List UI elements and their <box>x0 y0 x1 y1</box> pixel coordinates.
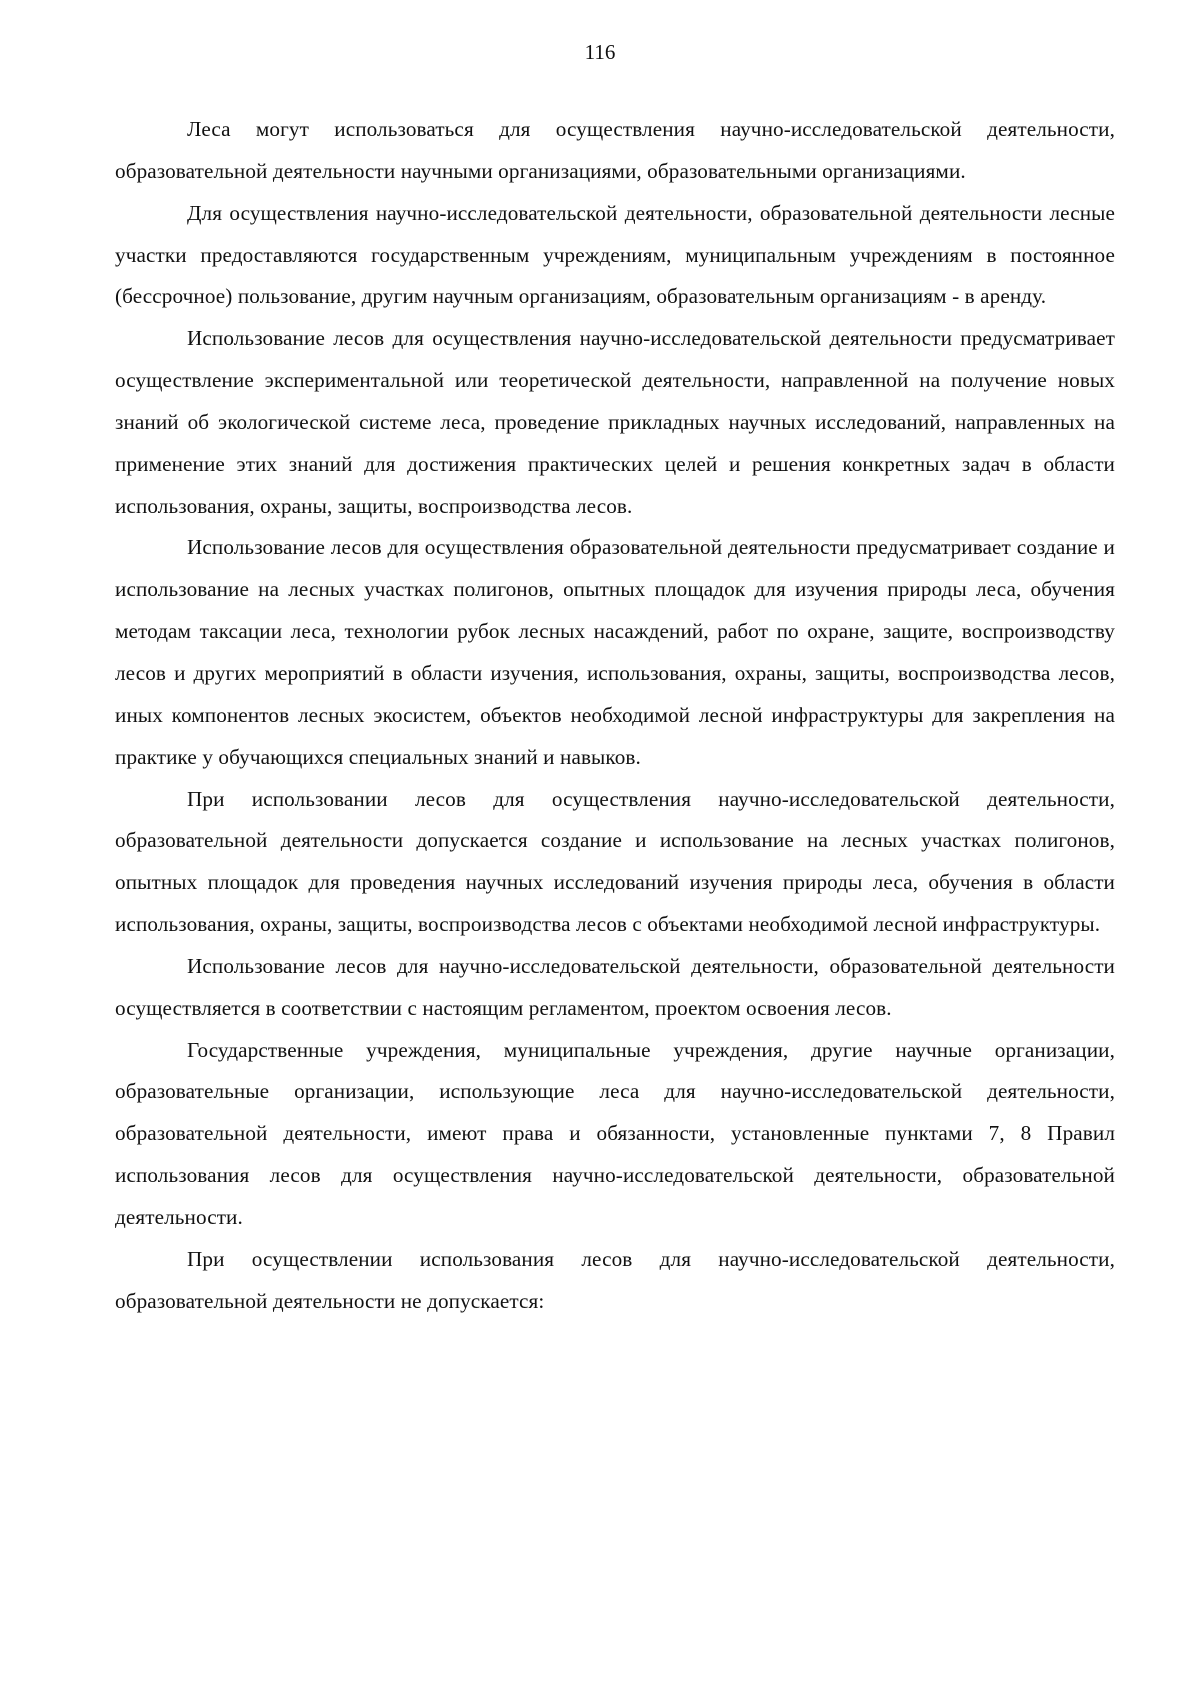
paragraph: Государственные учреждения, муниципальные учреждения, другие научные организации, образовательные организации, использующие леса для научно-исследовательской деятельности, образовательной деятельности, имеют права и обязанности, установленные пунктами 7, 8 Правил использования лесов для осуществления научно-исследовательской деятельности, образовательной деятельности. <box>115 1037 1115 1229</box>
paragraph: Использование лесов для осуществления образовательной деятельности предусматривает создание и использование на лесных участках полигонов, опытных площадок для изучения природы леса, обучения методам таксации леса, технологии рубок лесных насаждений, работ по охране, защите, воспроизводству лесов и других мероприятий в области изучения, использования, охраны, защиты, воспроизводства лесов, иных компонентов лесных экосистем, объектов необходимой лесной инфраструктуры для закрепления на практике у обучающихся специальных знаний и навыков. <box>115 535 1115 769</box>
paragraph: Для осуществления научно-исследовательской деятельности, образовательной деятельности лесные участки предоставляются государственным учреждениям, муниципальным учреждениям в постоянное (бессрочное) пользование, другим научным организациям, образовательным организациям - в аренду. <box>115 200 1115 309</box>
paragraph: Использование лесов для научно-исследовательской деятельности, образовательной деятельности осуществляется в соответствии с настоящим регламентом, проектом освоения лесов. <box>115 953 1115 1020</box>
document-body <box>115 109 1115 1322</box>
paragraph: Использование лесов для осуществления научно-исследовательской деятельности предусматривает осуществление экспериментальной или теоретической деятельности, направленной на получение новых знаний об экологической системе леса, проведение прикладных научных исследований, направленных на применение этих знаний для достижения практических целей и решения конкретных задач в области использования, охраны, защиты, воспроизводства лесов. <box>115 326 1115 518</box>
page-number: 116 <box>584 40 616 64</box>
paragraph: Леса могут использоваться для осуществления научно-исследовательской деятельности, образовательной деятельности научными организациями, образовательными организациями. <box>115 117 1115 183</box>
paragraph: При использовании лесов для осуществления научно-исследовательской деятельности, образовательной деятельности допускается создание и использование на лесных участках полигонов, опытных площадок для проведения научных исследований изучения природы леса, обучения в области использования, охраны, защиты, воспроизводства лесов с объектами необходимой лесной инфраструктуры. <box>115 786 1115 937</box>
paragraph: При осуществлении использования лесов для научно-исследовательской деятельности, образовательной деятельности не допускается: <box>115 1246 1115 1313</box>
